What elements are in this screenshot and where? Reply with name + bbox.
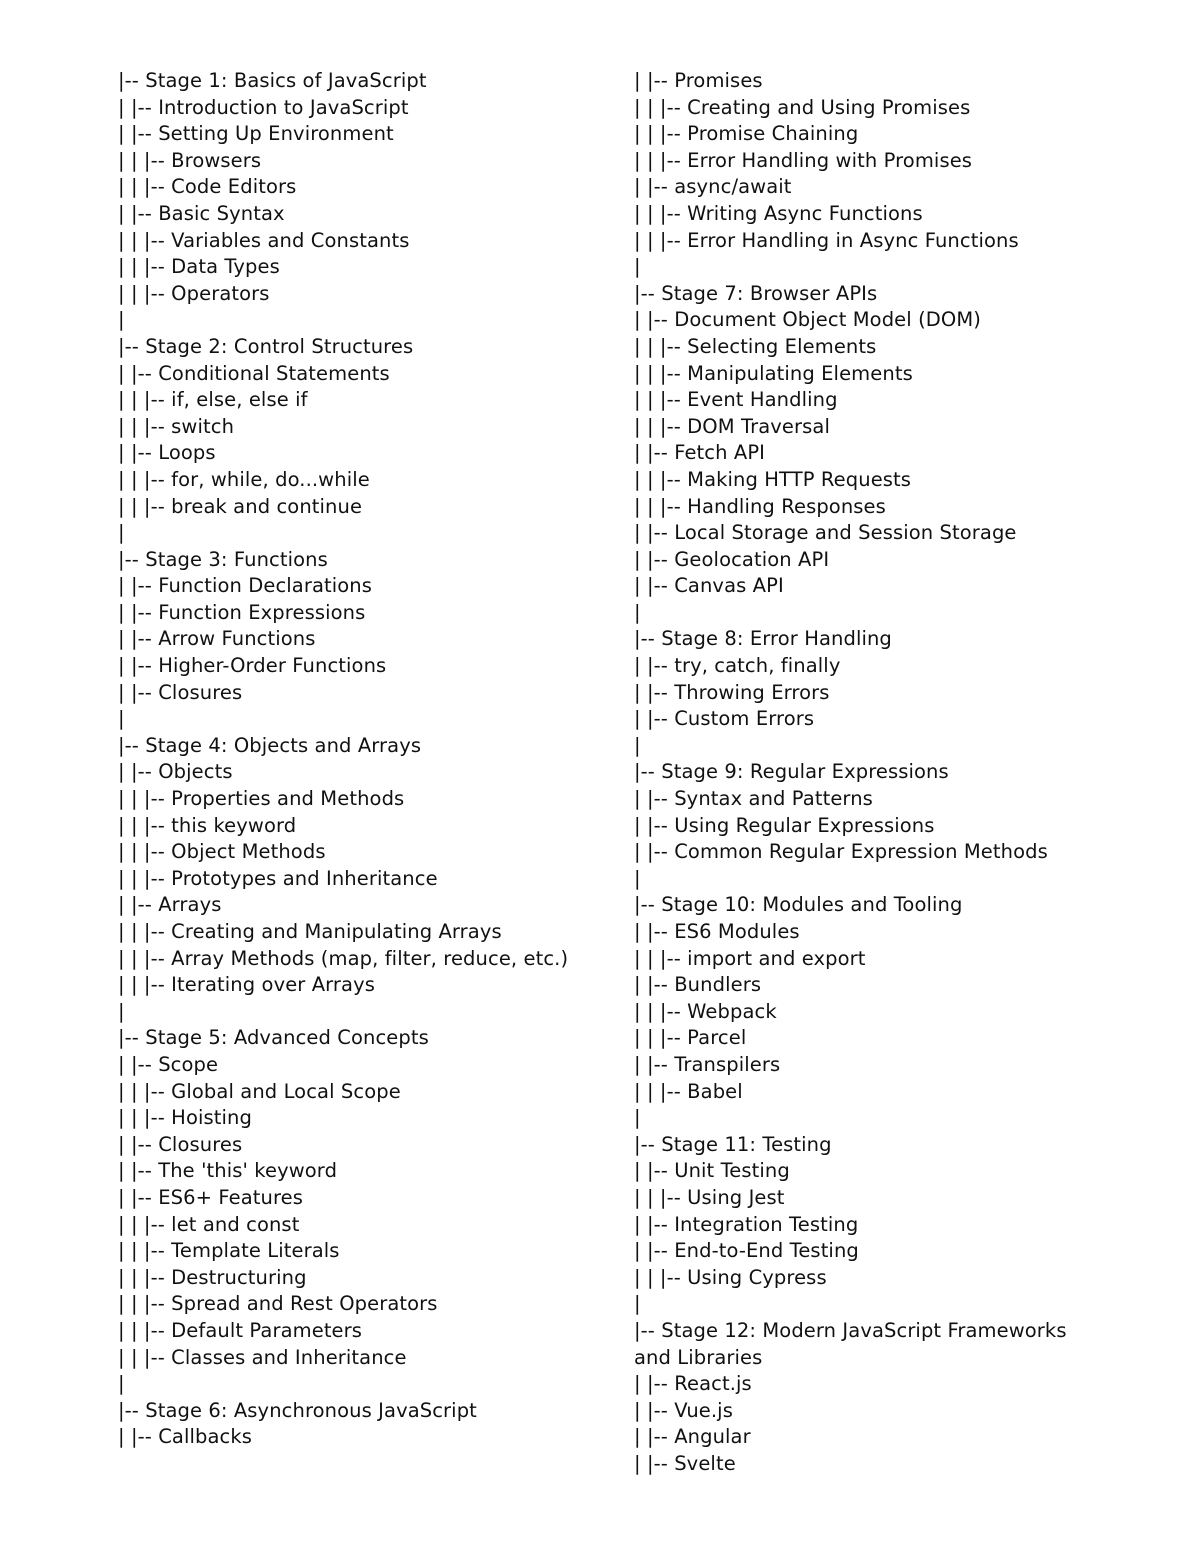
- outline-line: | | |-- Babel: [634, 1079, 743, 1103]
- outline-line: | | |-- Global and Local Scope: [118, 1079, 401, 1103]
- outline-line: | | |-- Object Methods: [118, 840, 326, 864]
- outline-line: |-- Stage 2: Control Structures: [118, 334, 414, 358]
- outline-line: | | |-- Code Editors: [118, 175, 297, 199]
- outline-line: | | |-- this keyword: [118, 813, 297, 837]
- outline-line: | |-- Basic Syntax: [118, 201, 285, 225]
- outline-line: | | |-- Using Jest: [634, 1185, 785, 1209]
- outline-line: | |-- React.js: [634, 1372, 752, 1396]
- outline-line: | | |-- Promise Chaining: [634, 122, 859, 146]
- outline-line: |: [634, 866, 641, 890]
- outline-line: | | |-- Creating and Using Promises: [634, 95, 971, 119]
- outline-line: | |-- Arrow Functions: [118, 627, 316, 651]
- outline-line: | | |-- Browsers: [118, 148, 262, 172]
- outline-line: | |-- Document Object Model (DOM): [634, 308, 981, 332]
- outline-line: | |-- Conditional Statements: [118, 361, 390, 385]
- outline-line: |: [634, 1106, 641, 1130]
- outline-line: | |-- Arrays: [118, 893, 222, 917]
- outline-line: | | |-- Data Types: [118, 255, 280, 279]
- outline-line: | | |-- Classes and Inheritance: [118, 1345, 407, 1369]
- outline-line: | | |-- Error Handling with Promises: [634, 148, 973, 172]
- outline-line: | | |-- Parcel: [634, 1026, 747, 1050]
- outline-line: | | |-- Manipulating Elements: [634, 361, 913, 385]
- outline-line: | |-- End-to-End Testing: [634, 1239, 859, 1263]
- outline-line: | | |-- Writing Async Functions: [634, 201, 923, 225]
- outline-line: |: [118, 308, 125, 332]
- outline-line: |-- Stage 6: Asynchronous JavaScript: [118, 1398, 477, 1422]
- outline-line: |: [634, 733, 641, 757]
- outline-line: | |-- Unit Testing: [634, 1159, 790, 1183]
- outline-line: | | |-- Iterating over Arrays: [118, 973, 375, 997]
- outline-line: | | |-- Webpack: [634, 999, 777, 1023]
- outline-line: | |-- ES6+ Features: [118, 1185, 303, 1209]
- outline-line: |-- Stage 7: Browser APIs: [634, 281, 878, 305]
- outline-line: | |-- Callbacks: [118, 1425, 253, 1449]
- outline-line: | |-- Promises: [634, 69, 763, 92]
- outline-line: | | |-- import and export: [634, 946, 866, 970]
- outline-line: | | |-- Error Handling in Async Functions: [634, 228, 1019, 252]
- outline-line: |: [634, 1292, 641, 1316]
- outline-line: | |-- Fetch API: [634, 441, 766, 465]
- outline-line: | | |-- Creating and Manipulating Arrays: [118, 920, 502, 943]
- outline-line: | |-- Objects: [118, 760, 233, 784]
- outline-line: | |-- Function Declarations: [118, 574, 373, 598]
- outline-line: | |-- Setting Up Environment: [118, 122, 394, 146]
- outline-line: |: [118, 999, 125, 1023]
- outline-line: | | |-- Template Literals: [118, 1239, 340, 1263]
- outline-line: | |-- Loops: [118, 441, 216, 465]
- outline-line: | |-- Transpilers: [634, 1052, 781, 1076]
- outline-line: |-- Stage 1: Basics of JavaScript: [118, 69, 427, 92]
- outline-line: | | |-- Array Methods (map, filter, reduce, etc.): [118, 946, 569, 970]
- outline-line: |-- Stage 3: Functions: [118, 547, 328, 571]
- outline-line: | |-- Vue.js: [634, 1398, 733, 1422]
- outline-line: | | |-- Making HTTP Requests: [634, 467, 912, 491]
- outline-line: | |-- try, catch, finally: [634, 654, 841, 678]
- outline-line: | |-- Integration Testing: [634, 1212, 859, 1236]
- outline-line: | |-- Syntax and Patterns: [634, 787, 873, 811]
- outline-line: | | |-- for, while, do...while: [118, 467, 370, 491]
- outline-line: | |-- The 'this' keyword: [118, 1159, 338, 1183]
- outline-line: | |-- Using Regular Expressions: [634, 813, 935, 837]
- outline-line: | | |-- Variables and Constants: [118, 228, 410, 252]
- outline-line: | | |-- Default Parameters: [118, 1318, 363, 1342]
- outline-line: | | |-- Selecting Elements: [634, 334, 877, 358]
- outline-line: |: [118, 1372, 125, 1396]
- outline-line: |-- Stage 4: Objects and Arrays: [118, 733, 422, 757]
- outline-line: | | |-- Operators: [118, 281, 270, 305]
- outline-line: |: [634, 600, 641, 624]
- right-outline-column: [634, 68, 1094, 1477]
- outline-line: |-- Stage 9: Regular Expressions: [634, 760, 949, 784]
- outline-line: |-- Stage 8: Error Handling: [634, 627, 892, 651]
- outline-line: | | |-- Destructuring: [118, 1265, 307, 1289]
- outline-line: | | |-- let and const: [118, 1212, 300, 1236]
- outline-line: | |-- ES6 Modules: [634, 920, 800, 943]
- outline-line: | |-- Common Regular Expression Methods: [634, 840, 1048, 864]
- outline-line: | |-- Closures: [118, 1132, 243, 1156]
- outline-line: | |-- Scope: [118, 1052, 219, 1076]
- outline-line: | |-- Function Expressions: [118, 600, 366, 624]
- outline-line: | | |-- Prototypes and Inheritance: [118, 866, 438, 890]
- outline-line: | | |-- Properties and Methods: [118, 787, 405, 811]
- outline-line: | | |-- Using Cypress: [634, 1265, 827, 1289]
- outline-line: |: [118, 521, 125, 545]
- outline-line: | |-- Higher-Order Functions: [118, 654, 387, 678]
- outline-line: |-- Stage 10: Modules and Tooling: [634, 893, 963, 917]
- outline-line: |: [118, 707, 125, 731]
- left-outline-column: [118, 68, 588, 1451]
- outline-line: | |-- Local Storage and Session Storage: [634, 521, 1017, 545]
- outline-line: | | |-- DOM Traversal: [634, 414, 830, 438]
- outline-line: | |-- Bundlers: [634, 973, 762, 997]
- outline-line: |-- Stage 12: Modern JavaScript Frameworks and Libraries: [634, 1318, 1073, 1369]
- outline-line: | |-- Throwing Errors: [634, 680, 830, 704]
- outline-line: | |-- Canvas API: [634, 574, 784, 598]
- outline-line: | | |-- if, else, else if: [118, 388, 308, 412]
- outline-line: |-- Stage 5: Advanced Concepts: [118, 1026, 429, 1050]
- outline-line: | |-- Geolocation API: [634, 547, 830, 571]
- outline-line: | | |-- switch: [118, 414, 235, 438]
- outline-line: | |-- Angular: [634, 1425, 751, 1449]
- outline-line: | | |-- Hoisting: [118, 1106, 252, 1130]
- outline-line: | |-- Svelte: [634, 1451, 736, 1475]
- outline-line: | |-- Custom Errors: [634, 707, 815, 731]
- outline-line: | |-- async/await: [634, 175, 792, 199]
- outline-line: | | |-- Spread and Rest Operators: [118, 1292, 438, 1316]
- outline-line: |-- Stage 11: Testing: [634, 1132, 832, 1156]
- outline-line: | | |-- Event Handling: [634, 388, 838, 412]
- outline-line: | |-- Introduction to JavaScript: [118, 95, 409, 119]
- outline-line: | | |-- break and continue: [118, 494, 363, 518]
- outline-line: | |-- Closures: [118, 680, 243, 704]
- outline-line: | | |-- Handling Responses: [634, 494, 886, 518]
- outline-line: |: [634, 255, 641, 279]
